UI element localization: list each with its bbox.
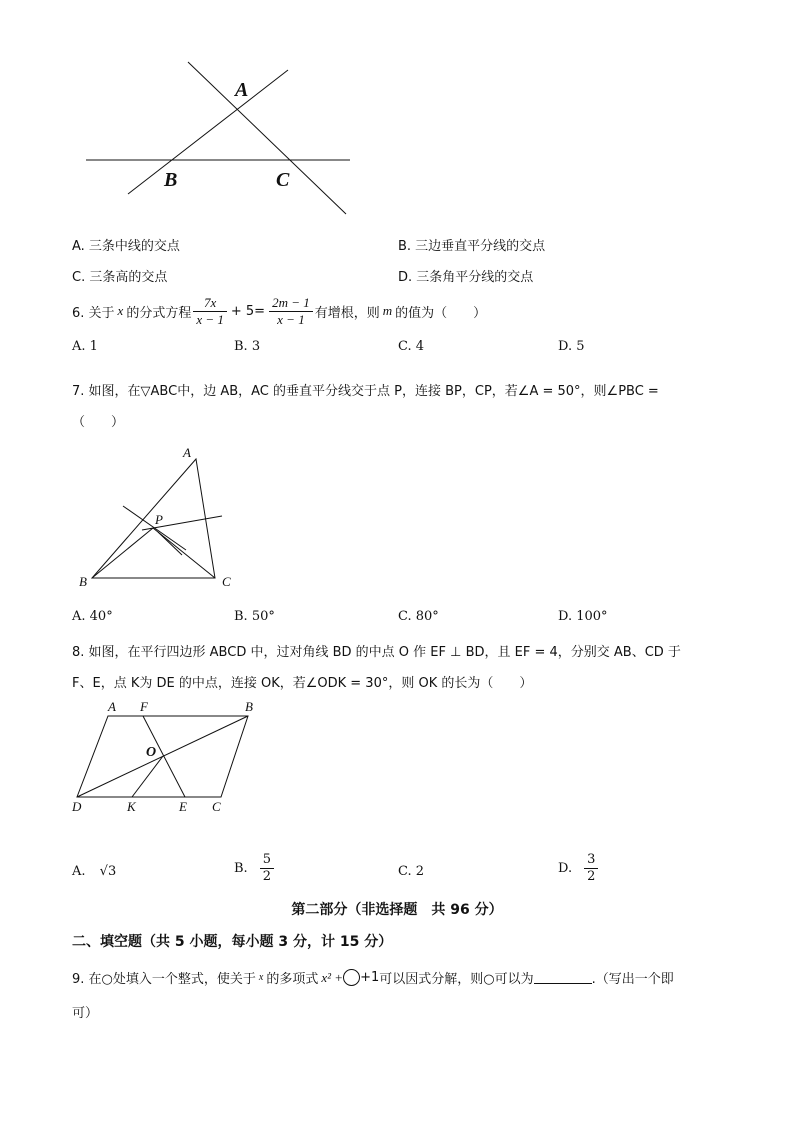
q8-label-b: B bbox=[245, 699, 253, 714]
q6-text-a: 的分式方程 bbox=[126, 305, 192, 321]
q9-stem-line2: 可） bbox=[72, 1006, 99, 1021]
q7-stem-line2: （ ） bbox=[72, 415, 125, 430]
q6-option-a: A. 1 bbox=[72, 339, 98, 354]
q7-stem-line1: 7. 如图，在▽ABC中，边 AB，AC 的垂直平分线交于点 P，连接 BP，CP，若∠A = 50°，则∠PBC = bbox=[72, 384, 659, 399]
q9-prefix: 9. 在○处填入一个整式，使关于 bbox=[72, 972, 256, 987]
q6-option-d: D. 5 bbox=[558, 339, 585, 354]
q6-text-c: 的值为（ ） bbox=[395, 305, 487, 321]
q5-label-a: A bbox=[235, 79, 249, 101]
q7-label-c: C bbox=[222, 574, 231, 589]
q7-label-b: B bbox=[79, 574, 87, 589]
q5-option-d: D. 三条角平分线的交点 bbox=[398, 270, 534, 285]
q9-text-a: 的多项式 bbox=[266, 972, 319, 987]
q7-option-a: A. 40° bbox=[72, 609, 113, 624]
q8-label-a: A bbox=[108, 699, 116, 714]
q6-frac1-denominator: x − 1 bbox=[196, 311, 224, 327]
q9-stem-line1 bbox=[72, 968, 674, 987]
q7-option-b: B. 50° bbox=[234, 609, 275, 624]
q8-label-f: F bbox=[140, 699, 148, 714]
q8-option-d-denominator: 2 bbox=[587, 869, 596, 884]
q9-circle-placeholder bbox=[343, 969, 360, 986]
q5-label-b: B bbox=[164, 169, 178, 191]
q5-option-c: C. 三条高的交点 bbox=[72, 270, 168, 285]
q8-label-d: D bbox=[72, 799, 82, 814]
q6-var-m: m bbox=[382, 303, 393, 318]
q8-segment-ok bbox=[132, 756, 163, 797]
q8-label-e: E bbox=[179, 799, 187, 814]
q8-option-b-fraction bbox=[260, 852, 274, 885]
q9-var-x: x bbox=[258, 972, 264, 983]
q8-label-k: K bbox=[127, 799, 136, 814]
q8-option-a-prefix: A. bbox=[72, 864, 86, 879]
q8-stem-line1: 8. 如图，在平行四边形 ABCD 中，过对角线 BD 的中点 O 作 EF ⊥ BD，且 EF = 4，分别交 AB、CD 于 bbox=[72, 645, 681, 660]
q8-option-d-prefix: D. bbox=[558, 861, 573, 876]
q6-option-c: C. 4 bbox=[398, 339, 425, 354]
part2-title: 第二部分（非选择题 共 96 分） bbox=[291, 902, 503, 918]
q8-option-d bbox=[558, 852, 600, 885]
q9-text-c: .（写出一个即 bbox=[591, 972, 674, 987]
q8-option-d-fraction bbox=[584, 852, 598, 885]
q9-answer-blank[interactable] bbox=[534, 971, 592, 984]
q6-frac1-numerator: 7x bbox=[193, 295, 227, 312]
q6-var-x: x bbox=[117, 303, 124, 318]
section-fill-in-blank: 二、填空题（共 5 小题，每小题 3 分，计 15 分） bbox=[72, 934, 393, 950]
q6-option-b: B. 3 bbox=[234, 339, 261, 354]
q9-text-b: 可以因式分解，则○可以为 bbox=[379, 972, 534, 987]
q6-prefix: 6. 关于 bbox=[72, 305, 115, 321]
q8-option-a-value: √3 bbox=[99, 864, 117, 879]
q6-frac2-denominator: x − 1 bbox=[277, 311, 305, 327]
q9-poly-a: x² + bbox=[321, 969, 344, 985]
q8-option-b-denominator: 2 bbox=[262, 869, 271, 884]
q8-option-d-numerator: 3 bbox=[584, 852, 598, 869]
q5-option-b: B. 三边垂直平分线的交点 bbox=[398, 239, 546, 254]
q8-option-b-prefix: B. bbox=[234, 861, 248, 876]
q6-frac2-numerator: 2m − 1 bbox=[269, 295, 313, 312]
q9-poly-b: +1 bbox=[360, 970, 380, 985]
q8-label-c: C bbox=[212, 799, 221, 814]
q8-option-a bbox=[72, 864, 116, 879]
q6-plus-five: + 5= bbox=[230, 303, 266, 319]
q8-label-o: O bbox=[146, 745, 157, 760]
q7-label-p: P bbox=[155, 512, 163, 527]
q7-label-a: A bbox=[183, 445, 191, 460]
q7-option-d: D. 100° bbox=[558, 609, 608, 624]
q8-option-c: C. 2 bbox=[398, 864, 425, 879]
q7-option-c: C. 80° bbox=[398, 609, 439, 624]
q6-text-b: 有增根，则 bbox=[314, 305, 380, 321]
q8-stem-line2: F、E，点 K为 DE 的中点，连接 OK，若∠ODK = 30°，则 OK 的长为（ ） bbox=[72, 676, 533, 691]
q8-option-b bbox=[234, 852, 276, 885]
q5-option-a: A. 三条中线的交点 bbox=[72, 239, 180, 254]
q8-option-b-numerator: 5 bbox=[260, 852, 274, 869]
q5-label-c: C bbox=[276, 169, 290, 191]
